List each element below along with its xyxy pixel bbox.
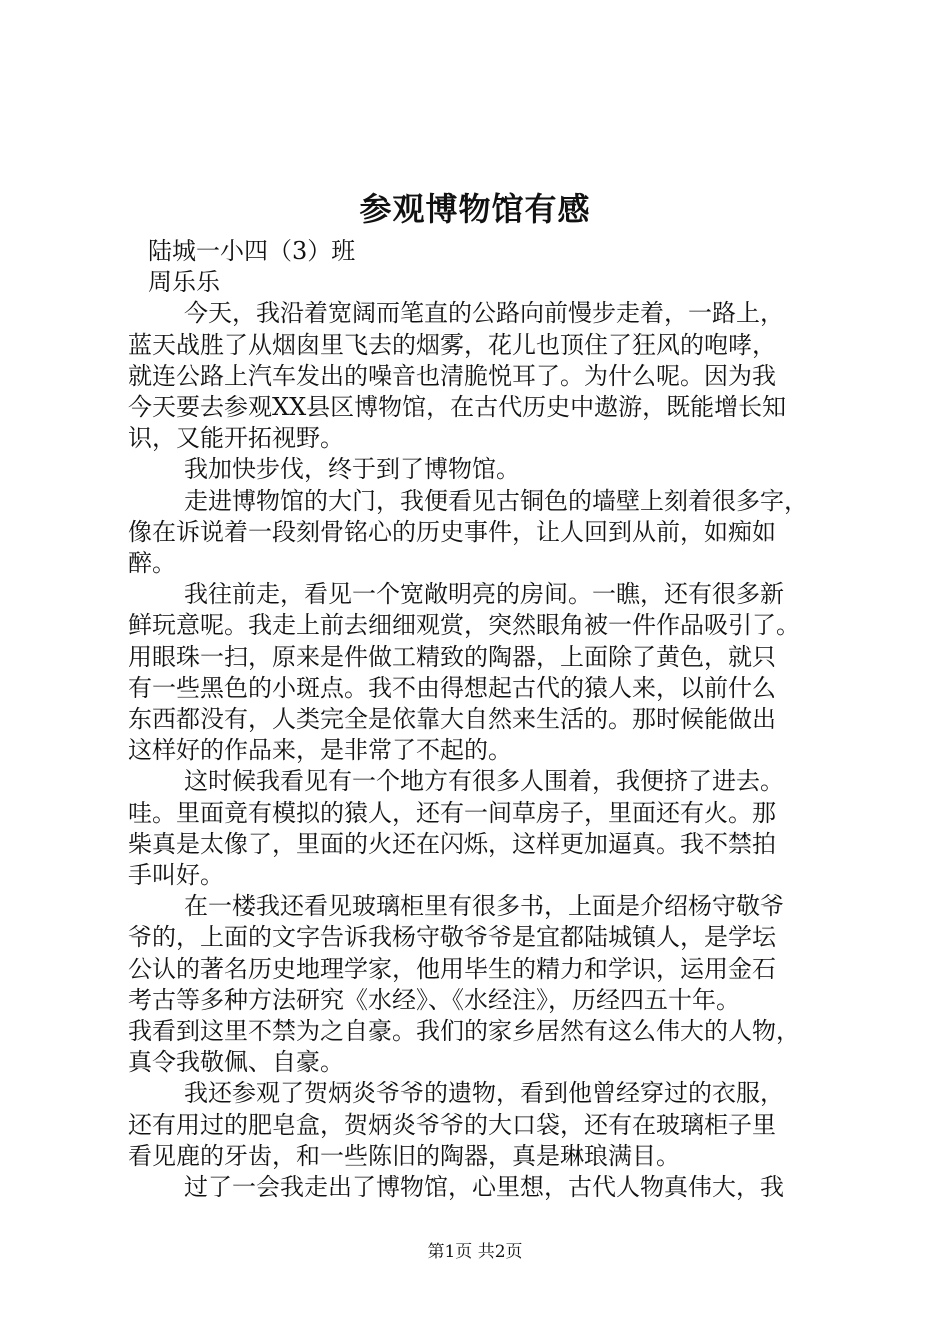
body-line: 我还参观了贺炳炎爷爷的遗物，看到他曾经穿过的衣服，: [184, 1079, 784, 1108]
body-line: 像在诉说着一段刻骨铭心的历史事件，让人回到从前，如痴如: [128, 517, 776, 546]
body-line: 柴真是太像了，里面的火还在闪烁，这样更加逼真。我不禁拍: [128, 829, 776, 858]
body-line: 我往前走，看见一个宽敞明亮的房间。一瞧，还有很多新: [184, 580, 784, 609]
body-line: 看见鹿的牙齿，和一些陈旧的陶器，真是琳琅满目。: [128, 1141, 680, 1170]
body-line: 哇。里面竟有模拟的猿人，还有一间草房子，里面还有火。那: [128, 798, 776, 827]
body-line: 在一楼我还看见玻璃柜里有很多书，上面是介绍杨守敬爷: [184, 892, 784, 921]
body-line: 过了一会我走出了博物馆，心里想，古代人物真伟大，我: [184, 1173, 784, 1202]
body-line: 这时候我看见有一个地方有很多人围着，我便挤了进去。: [184, 767, 784, 796]
body-line: 考古等多种方法研究《水经》、《水经注》，历经四五十年。: [128, 985, 740, 1014]
page-footer: 第1页 共2页: [427, 1242, 523, 1262]
body-line: 走进博物馆的大门，我便看见古铜色的墙壁上刻着很多字，: [184, 486, 808, 515]
document-title: 参观博物馆有感: [359, 190, 591, 228]
body-line: 这样好的作品来，是非常了不起的。: [128, 736, 512, 765]
body-line: 还有用过的肥皂盒，贺炳炎爷爷的大口袋，还有在玻璃柜子里: [128, 1110, 776, 1139]
body-line: 蓝天战胜了从烟囱里飞去的烟雾，花儿也顶住了狂风的咆哮，: [128, 330, 776, 359]
author-line: 周乐乐: [148, 268, 220, 297]
body-line: 识，又能开拓视野。: [128, 424, 344, 453]
body-line: 醉。: [128, 549, 176, 578]
class-line: 陆城一小四（3）班: [148, 237, 356, 265]
body-line: 真令我敬佩、自豪。: [128, 1048, 344, 1077]
body-line: 用眼珠一扫，原来是件做工精致的陶器，上面除了黄色，就只: [128, 642, 776, 671]
body-line: 东西都没有，人类完全是依靠大自然来生活的。那时候能做出: [128, 705, 776, 734]
body-line: 有一些黑色的小斑点。我不由得想起古代的猿人来，以前什么: [128, 673, 776, 702]
body-line: 今天，我沿着宽阔而笔直的公路向前慢步走着，一路上，: [184, 299, 784, 328]
body-line: 公认的著名历史地理学家，他用毕生的精力和学识，运用金石: [128, 954, 776, 983]
body-line: 爷的，上面的文字告诉我杨守敬爷爷是宜都陆城镇人，是学坛: [128, 923, 776, 952]
body-line: 就连公路上汽车发出的噪音也清脆悦耳了。为什么呢。因为我: [128, 361, 776, 390]
body-line: 我看到这里不禁为之自豪。我们的家乡居然有这么伟大的人物，: [128, 1017, 800, 1046]
body-line: 我加快步伐，终于到了博物馆。: [184, 455, 520, 484]
body-line: 今天要去参观XX县区博物馆，在古代历史中遨游，既能增长知: [128, 393, 787, 422]
document-body: [128, 236, 828, 1203]
body-line: 手叫好。: [128, 861, 224, 890]
body-line: 鲜玩意呢。我走上前去细细观赏，突然眼角被一件作品吸引了。: [128, 611, 800, 640]
